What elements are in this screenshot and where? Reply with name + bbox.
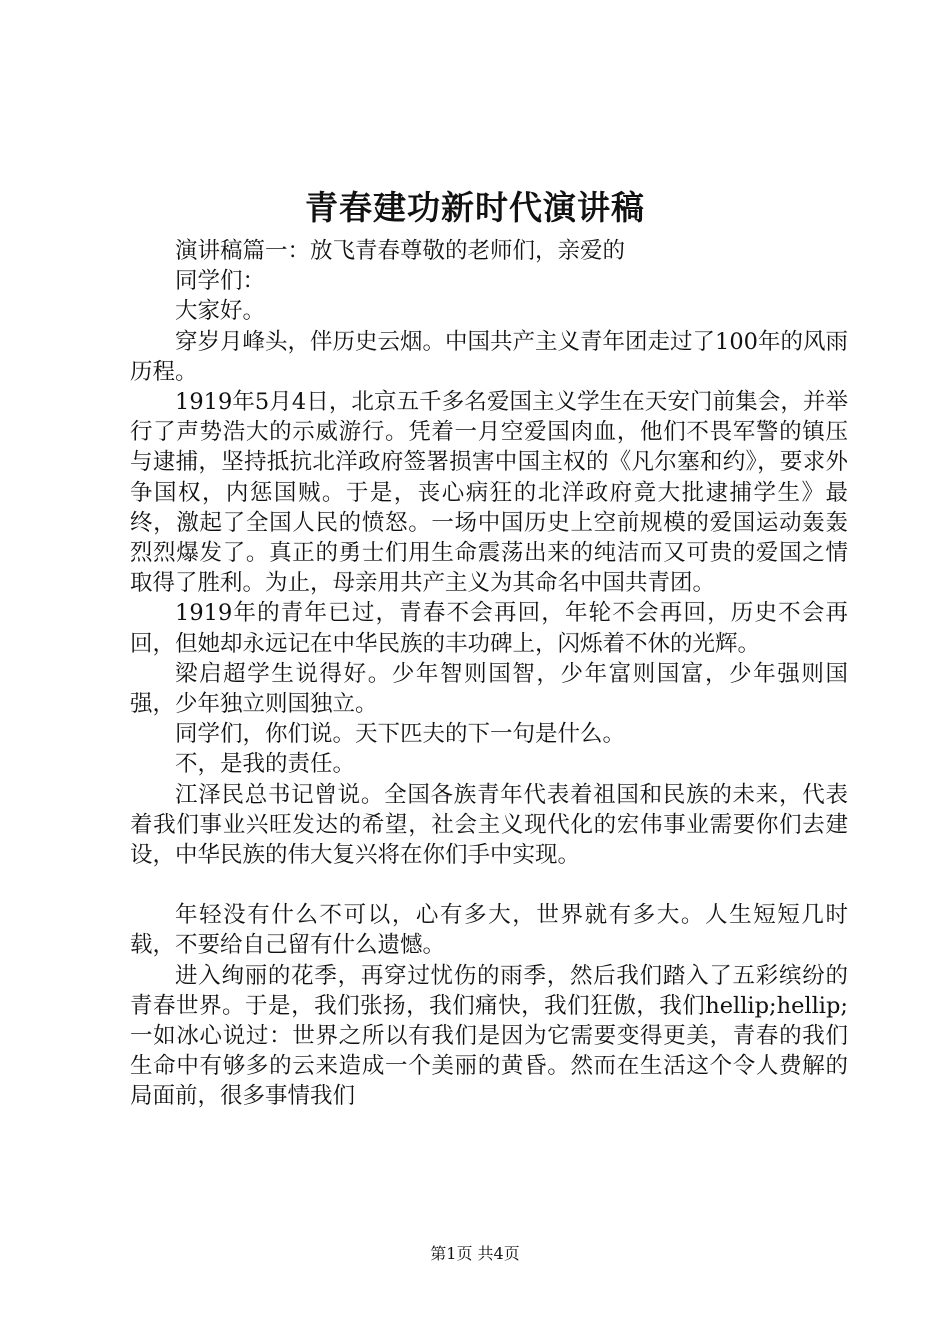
paragraph: 1919年的青年已过，青春不会再回，年轮不会再回，历史不会再回，但她却永远记在中华民族的丰功碑上，闪烁着不休的光辉。 xyxy=(130,600,848,657)
paragraph: 同学们，你们说。天下匹夫的下一句是什么。 xyxy=(175,721,626,748)
paragraph: 1919年5月4日，北京五千多名爱国主义学生在天安门前集会，并举行了声势浩大的示威游行。凭着一月空爱国肉血，他们不畏军警的镇压与逮捕，坚持抵抗北洋政府签署损害中国主权的《凡尔塞和约》，要求外争国权，内惩国贼。于是，丧心病狂的北洋政府竟大批逮捕学生》最终，激起了全国人民的愤怒。一场中国历史上空前规模的爱国运动轰轰烈烈爆发了。真正的勇士们用生命震荡出来的纯洁而又可贵的爱国之情取得了胜利。为止，母亲用共产主义为其命名中国共青团。 xyxy=(130,389,848,597)
page-footer: 第1页 共4页 xyxy=(430,1244,520,1263)
paragraph: 大家好。 xyxy=(175,298,266,325)
paragraph: 同学们： xyxy=(175,268,266,295)
paragraph: 梁启超学生说得好。少年智则国智，少年富则国富，少年强则国强，少年独立则国独立。 xyxy=(130,660,848,718)
paragraph: 演讲稿篇一：放飞青春尊敬的老师们，亲爱的 xyxy=(175,238,626,264)
paragraph: 进入绚丽的花季，再穿过忧伤的雨季，然后我们踏入了五彩缤纷的青春世界。于是，我们张扬，我们痛快，我们狂傲，我们hellip;hellip;一如冰心说过：世界之所以有我们是因为它需要变得更美，青春的我们生命中有够多的云来造成一个美丽的黄昏。然而在生活这个令人费解的局面前，很多事情我们 xyxy=(130,962,848,1110)
paragraph: 穿岁月峰头，伴历史云烟。中国共产主义青年团走过了100年的风雨历程。 xyxy=(130,328,848,385)
paragraph: 年轻没有什么不可以，心有多大，世界就有多大。人生短短几时载，不要给自己留有什么遗憾。 xyxy=(130,902,848,959)
paragraph: 不，是我的责任。 xyxy=(175,751,356,778)
paragraph: 江泽民总书记曾说。全国各族青年代表着祖国和民族的未来，代表着我们事业兴旺发达的希望，社会主义现代化的宏伟事业需要你们去建设，中华民族的伟大复兴将在你们手中实现。 xyxy=(130,781,848,869)
body-text xyxy=(130,236,848,1112)
page-title: 青春建功新时代演讲稿 xyxy=(305,188,645,227)
